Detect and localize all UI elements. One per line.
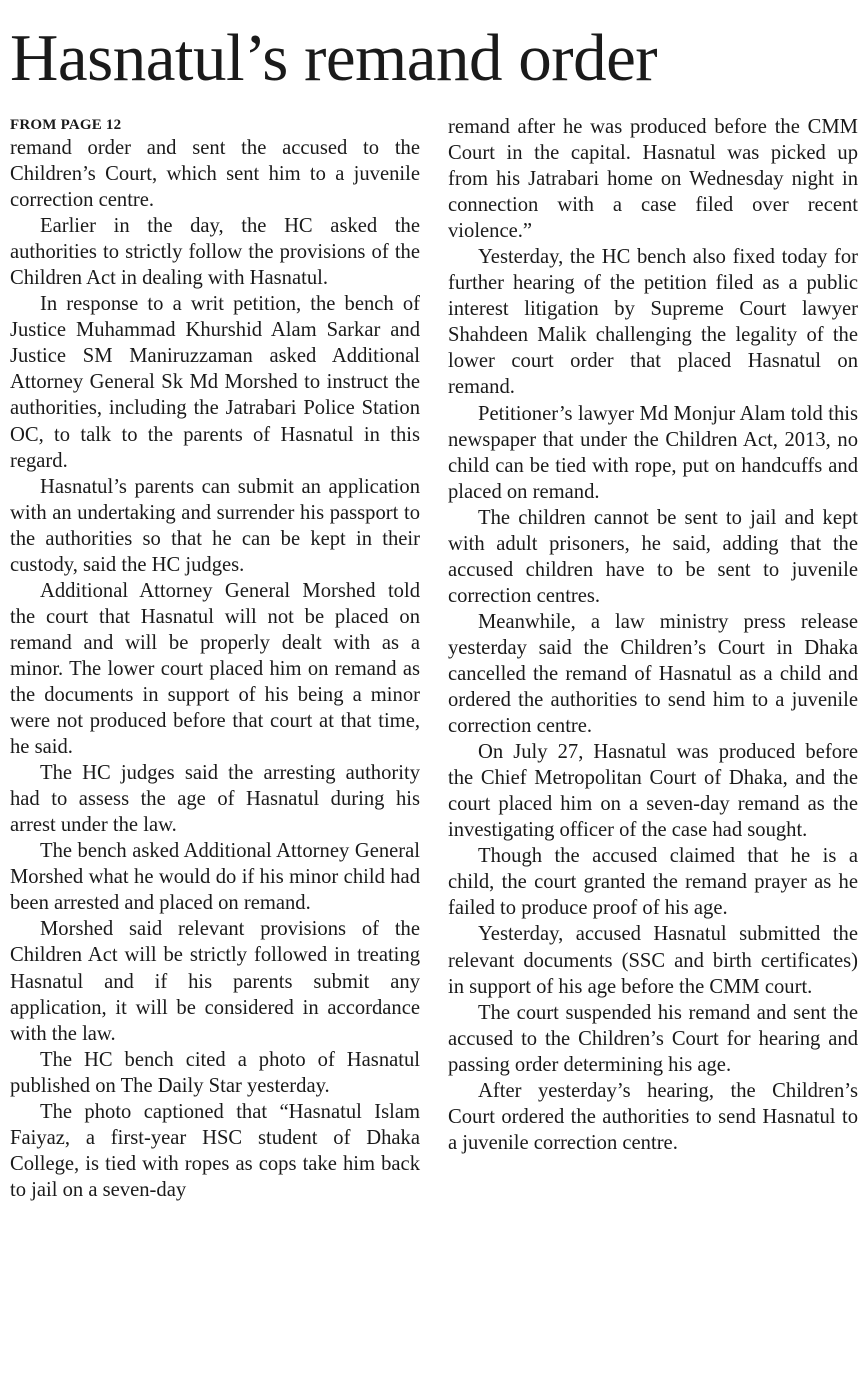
article-paragraph: The HC bench cited a photo of Hasnatul published on The Daily Star yesterday.	[10, 1048, 420, 1097]
article-paragraph: Though the accused claimed that he is a child, the court granted the remand prayer as he failed to produce proof of his age.	[448, 845, 858, 920]
article-paragraph: The bench asked Additional Attorney General Morshed what he would do if his minor child had been arrested and placed on remand.	[10, 840, 420, 915]
continuation-kicker: FROM PAGE 12	[10, 117, 122, 133]
article-paragraph: On July 27, Hasnatul was produced before the Chief Metropolitan Court of Dhaka, and the court placed him on a seven-day remand as the investigating officer of the case had sought.	[448, 741, 858, 842]
article-paragraph: After yesterday’s hearing, the Children’s Court ordered the authorities to send Hasnatul to a juvenile correction centre.	[448, 1079, 858, 1154]
article-paragraph: Earlier in the day, the HC asked the authorities to strictly follow the provisions of the Children Act in dealing with Hasnatul.	[10, 215, 420, 290]
article-paragraph: Petitioner’s lawyer Md Monjur Alam told this newspaper that under the Children Act, 2013, no child can be tied with rope, put on handcuffs and placed on remand.	[448, 402, 858, 503]
article-paragraph: The court suspended his remand and sent the accused to the Children’s Court for hearing and passing order determining his age.	[448, 1001, 858, 1076]
article-column-right	[448, 114, 858, 1156]
article-paragraph: The photo captioned that “Hasnatul Islam Faiyaz, a first-year HSC student of Dhaka College, is tied with ropes as cops take him back to jail on a seven-day	[10, 1100, 420, 1201]
article-paragraph: remand after he was produced before the CMM Court in the capital. Hasnatul was picked up from his Jatrabari home on Wednesday night in connection with a case filed over recent violence.”	[448, 116, 858, 243]
article-paragraph: The HC judges said the arresting authority had to assess the age of Hasnatul during his arrest under the law.	[10, 762, 420, 837]
article-paragraph: Morshed said relevant provisions of the Children Act will be strictly followed in treating Hasnatul and if his parents submit any application, it will be considered in accordance with the law.	[10, 918, 420, 1045]
article-paragraph: remand order and sent the accused to the Children’s Court, which sent him to a juvenile correction centre.	[10, 137, 420, 212]
article-paragraph: Yesterday, accused Hasnatul submitted the relevant documents (SSC and birth certificates) in support of his age before the CMM court.	[448, 923, 858, 998]
article-paragraph: Hasnatul’s parents can submit an application with an undertaking and surrender his passport to the authorities so that he can be kept in their custody, said the HC judges.	[10, 475, 420, 576]
article-paragraph: In response to a writ petition, the bench of Justice Muhammad Khurshid Alam Sarkar and Justice SM Maniruzzaman asked Additional Attorney General Sk Md Morshed to instruct the authorities, including the Jatrabari Police Station OC, to talk to the parents of Hasnatul in this regard.	[10, 293, 420, 472]
article-paragraph: Meanwhile, a law ministry press release yesterday said the Children’s Court in Dhaka cancelled the remand of Hasnatul as a child and ordered the authorities to send him to a juvenile correction centre.	[448, 610, 858, 738]
article-column-left	[10, 114, 420, 1203]
article-paragraph: Yesterday, the HC bench also fixed today for further hearing of the petition filed as a public interest litigation by Supreme Court lawyer Shahdeen Malik challenging the legality of the lower court order that placed Hasnatul on remand.	[448, 246, 858, 399]
headline: Hasnatul’s remand order	[10, 21, 658, 95]
article-paragraph: Additional Attorney General Morshed told the court that Hasnatul will not be placed on remand and will be properly dealt with as a minor. The lower court placed him on remand as the documents in support of his being a minor were not produced before that court at that time, he said.	[10, 579, 420, 759]
article-paragraph: The children cannot be sent to jail and kept with adult prisoners, he said, adding that the accused children have to be sent to juvenile correction centres.	[448, 506, 858, 607]
